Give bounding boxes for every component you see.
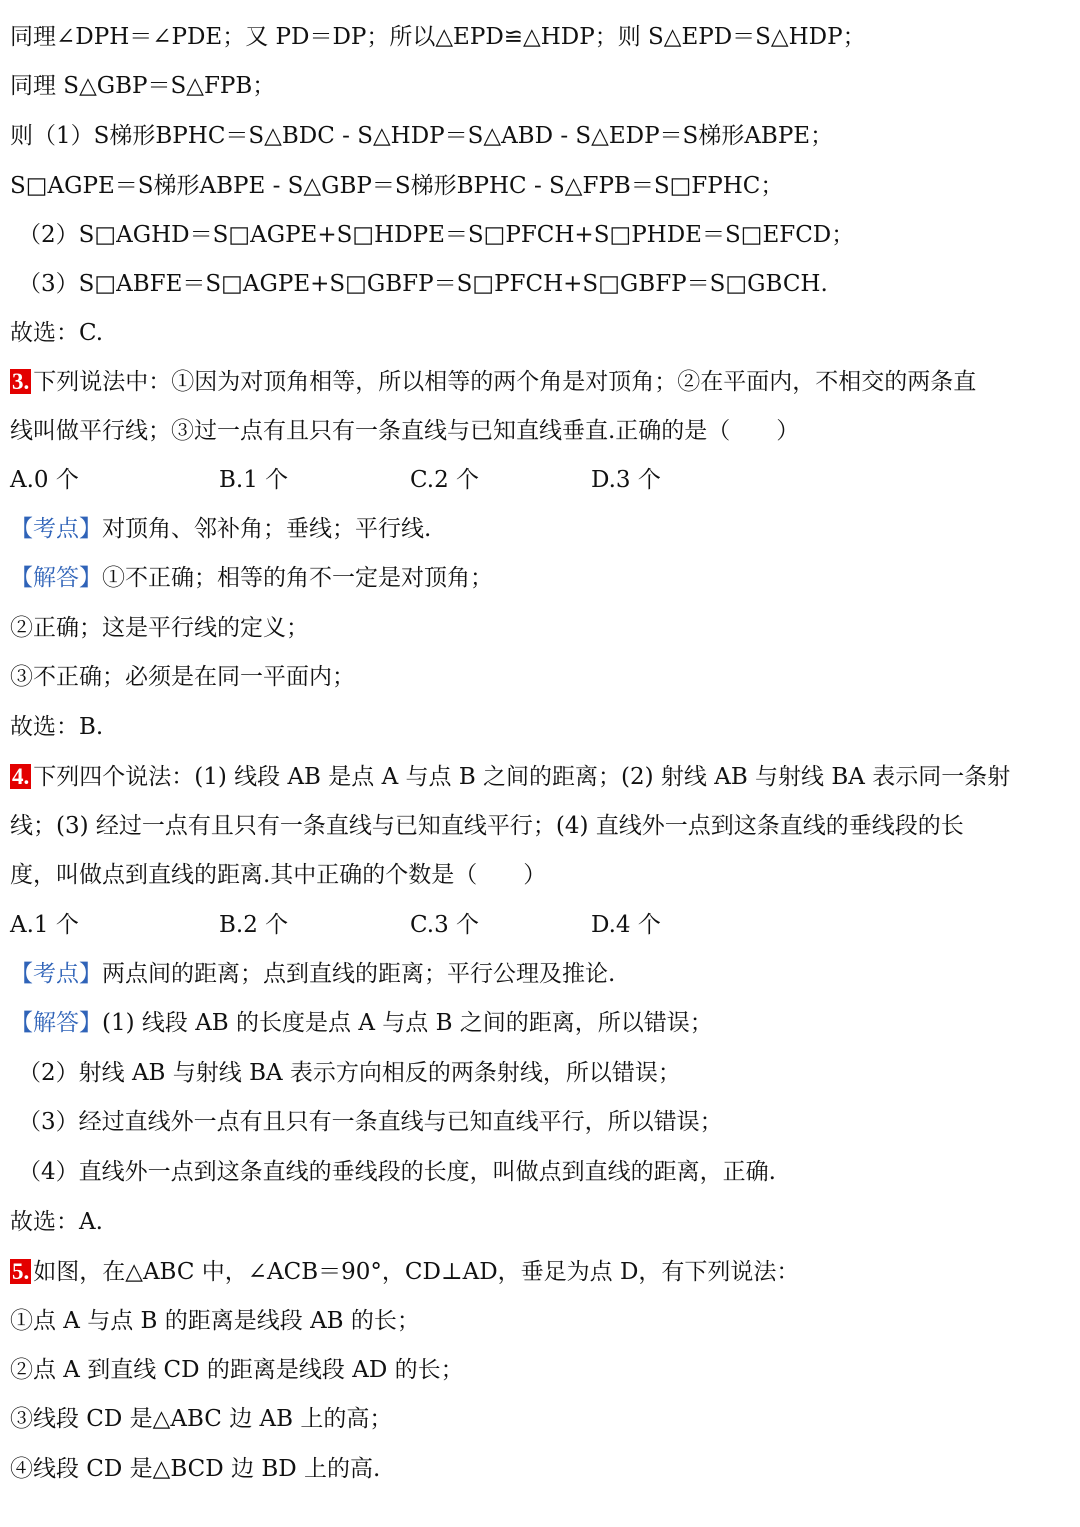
key-point-tag: 【考点】 <box>10 516 102 542</box>
text-line: 则（1）S梯形BPHC＝S△BDC - S△HDP＝S△ABD - S△EDP＝S梯形ABPE； <box>10 123 834 149</box>
question-stem <box>10 762 1010 792</box>
statement: ④线段 CD 是△BCD 边 BD 上的高. <box>10 1456 381 1482</box>
option-c: C.2 个 <box>410 467 480 493</box>
stem-text: 如图，在△ABC 中，∠ACB＝90°，CD⊥AD，垂足为点 D，有下列说法： <box>33 1259 800 1285</box>
answer-line: 故选：B. <box>10 714 104 740</box>
text-line: 同理 S△GBP＝S△FPB； <box>10 73 276 99</box>
key-point-text: 两点间的距离；点到直线的距离；平行公理及推论. <box>102 961 616 987</box>
option-b: B.2 个 <box>219 912 289 938</box>
question-stem: 线叫做平行线；③过一点有且只有一条直线与已知直线垂直.正确的是（ ） <box>10 418 800 444</box>
solution-text: (1) 线段 AB 的长度是点 A 与点 B 之间的距离，所以错误； <box>102 1010 713 1036</box>
question-stem: 线；(3) 经过一点有且只有一条直线与已知直线平行；(4) 直线外一点到这条直线的垂线段的长 <box>10 813 964 839</box>
key-point <box>10 959 615 989</box>
option-d: D.3 个 <box>591 467 661 493</box>
answer-line: 故选：A. <box>10 1209 103 1235</box>
question-number: 4. <box>12 764 30 789</box>
solution-tag: 【解答】 <box>10 565 102 591</box>
solution-line: ②正确；这是平行线的定义； <box>10 615 309 641</box>
solution-line: ③不正确；必须是在同一平面内； <box>10 664 355 690</box>
option-a: A.1 个 <box>10 912 79 938</box>
question-stem: 度，叫做点到直线的距离.其中正确的个数是（ ） <box>10 862 547 888</box>
text-line: 同理∠DPH＝∠PDE；又 PD＝DP；所以△EPD≌△HDP；则 S△EPD＝S△HDP； <box>10 24 866 50</box>
statement: ①点 A 与点 B 的距离是线段 AB 的长； <box>10 1308 420 1334</box>
stem-text: 下列四个说法：(1) 线段 AB 是点 A 与点 B 之间的距离；(2) 射线 AB 与射线 BA 表示同一条射 <box>33 764 1011 790</box>
solution-line: （4）直线外一点到这条直线的垂线段的长度，叫做点到直线的距离，正确. <box>18 1159 776 1185</box>
option-b: B.1 个 <box>219 467 289 493</box>
solution-text: ①不正确；相等的角不一定是对顶角； <box>102 565 493 591</box>
key-point-tag: 【考点】 <box>10 961 102 987</box>
question-stem <box>10 1257 799 1287</box>
stem-text: 下列说法中：①因为对顶角相等，所以相等的两个角是对顶角；②在平面内，不相交的两条直 <box>33 369 977 395</box>
options-row <box>10 465 661 495</box>
option-d: D.4 个 <box>591 912 661 938</box>
option-c: C.3 个 <box>410 912 480 938</box>
question-number: 5. <box>12 1259 30 1284</box>
solution-tag: 【解答】 <box>10 1010 102 1036</box>
key-point <box>10 514 431 544</box>
solution-line: （3）经过直线外一点有且只有一条直线与已知直线平行，所以错误； <box>18 1109 723 1135</box>
options-row <box>10 910 661 940</box>
question-number: 3. <box>12 369 30 394</box>
solution-line: （2）射线 AB 与射线 BA 表示方向相反的两条射线，所以错误； <box>18 1060 681 1086</box>
solution <box>10 563 493 593</box>
answer-line: 故选：C. <box>10 320 104 346</box>
key-point-text: 对顶角、邻补角；垂线；平行线. <box>102 516 432 542</box>
text-line: （3）S□ABFE＝S□AGPE+S□GBFP＝S□PFCH+S□GBFP＝S□GBCH. <box>18 271 828 297</box>
question-stem <box>10 367 976 397</box>
statement: ②点 A 到直线 CD 的距离是线段 AD 的长； <box>10 1357 464 1383</box>
text-line: S□AGPE＝S梯形ABPE - S△GBP＝S梯形BPHC - S△FPB＝S□FPHC； <box>10 173 784 199</box>
statement: ③线段 CD 是△ABC 边 AB 上的高； <box>10 1406 393 1432</box>
option-a: A.0 个 <box>10 467 79 493</box>
solution <box>10 1008 713 1038</box>
text-line: （2）S□AGHD＝S□AGPE+S□HDPE＝S□PFCH+S□PHDE＝S□EFCD； <box>18 222 855 248</box>
